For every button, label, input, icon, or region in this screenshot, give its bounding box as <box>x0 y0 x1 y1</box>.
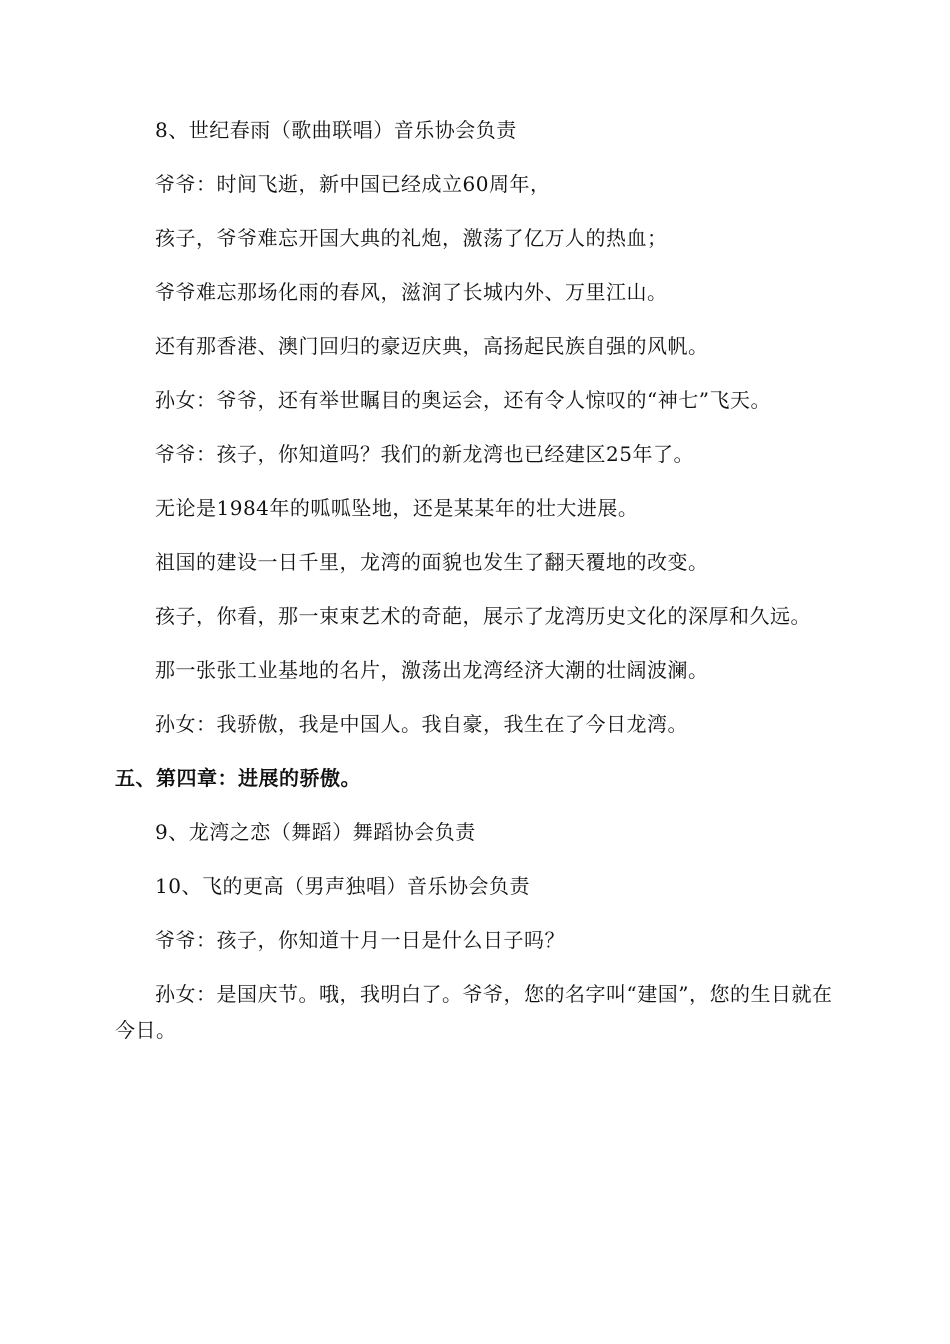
paragraph-grandpa-line-4: 还有那香港、澳门回归的豪迈庆典，高扬起民族自强的风帆。 <box>155 334 709 358</box>
document-body <box>115 112 835 1066</box>
paragraph-program-9: 9、龙湾之恋（舞蹈）舞蹈协会负责 <box>155 820 476 844</box>
paragraph-granddaughter-line-2: 孙女：我骄傲，我是中国人。我自豪，我生在了今日龙湾。 <box>155 712 688 736</box>
paragraph-program-10: 10、飞的更高（男声独唱）音乐协会负责 <box>155 874 530 898</box>
paragraph-grandpa-line-8: 孩子，你看，那一束束艺术的奇葩，展示了龙湾历史文化的深厚和久远。 <box>155 604 811 628</box>
paragraph-grandpa-line-5: 爷爷：孩子，你知道吗？我们的新龙湾也已经建区25年了。 <box>155 442 694 466</box>
paragraph-grandpa-line-7: 祖国的建设一日千里，龙湾的面貌也发生了翻天覆地的改变。 <box>155 550 709 574</box>
paragraph-granddaughter-line-1: 孙女：爷爷，还有举世瞩目的奥运会，还有令人惊叹的“神七”飞天。 <box>155 388 771 412</box>
paragraph-grandpa-line-2: 孩子，爷爷难忘开国大典的礼炮，激荡了亿万人的热血； <box>155 226 668 250</box>
paragraph-grandpa-line-10: 爷爷：孩子，你知道十月一日是什么日子吗？ <box>155 928 565 952</box>
paragraph-grandpa-line-3: 爷爷难忘那场化雨的春风，滋润了长城内外、万里江山。 <box>155 280 668 304</box>
paragraph-grandpa-line-9: 那一张张工业基地的名片，激荡出龙湾经济大潮的壮阔波澜。 <box>155 658 709 682</box>
section-heading-chapter-4: 五、第四章：进展的骄傲。 <box>115 766 361 790</box>
paragraph-grandpa-line-1: 爷爷：时间飞逝，新中国已经成立60周年， <box>155 172 551 196</box>
paragraph-grandpa-line-6: 无论是1984年的呱呱坠地，还是某某年的壮大进展。 <box>155 496 639 520</box>
paragraph-program-8: 8、世纪春雨（歌曲联唱）音乐协会负责 <box>155 118 517 142</box>
paragraph-granddaughter-line-3: 孙女：是国庆节。哦，我明白了。爷爷，您的名字叫“建国”，您的生日就在今日。 <box>115 982 833 1042</box>
